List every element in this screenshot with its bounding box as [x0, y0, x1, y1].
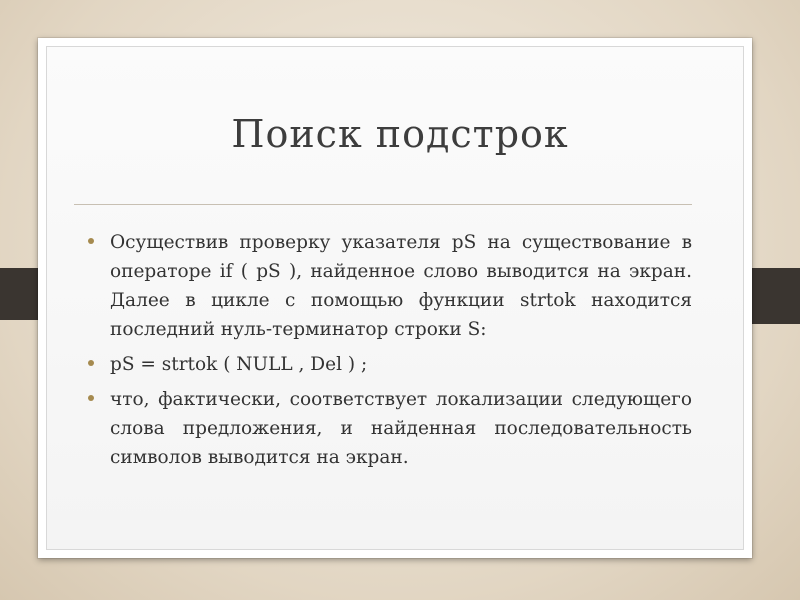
- left-side-tab: [0, 268, 40, 320]
- bullet-item: [110, 385, 692, 472]
- bullet-list: [110, 228, 692, 478]
- bullet-text: Осуществив проверку указателя pS на существование в операторе if ( pS ), найденное слово выводится на экран. Далее в цикле с помощью функции strtok находится последний нуль-терминатор строки S:: [110, 232, 692, 340]
- bullet-text: pS = strtok ( NULL , Del ) ;: [110, 354, 368, 375]
- bullet-item: [110, 228, 692, 344]
- bullet-item: [110, 350, 692, 379]
- title-divider: [74, 204, 692, 205]
- slide-title: Поиск подстрок: [231, 112, 569, 156]
- bullet-text: что, фактически, соответствует локализации следующего слова предложения, и найденная последовательность символов выводится на экран.: [110, 389, 692, 468]
- bullet-dot-icon: [88, 360, 94, 366]
- bullet-dot-icon: [88, 395, 94, 401]
- bullet-dot-icon: [88, 238, 94, 244]
